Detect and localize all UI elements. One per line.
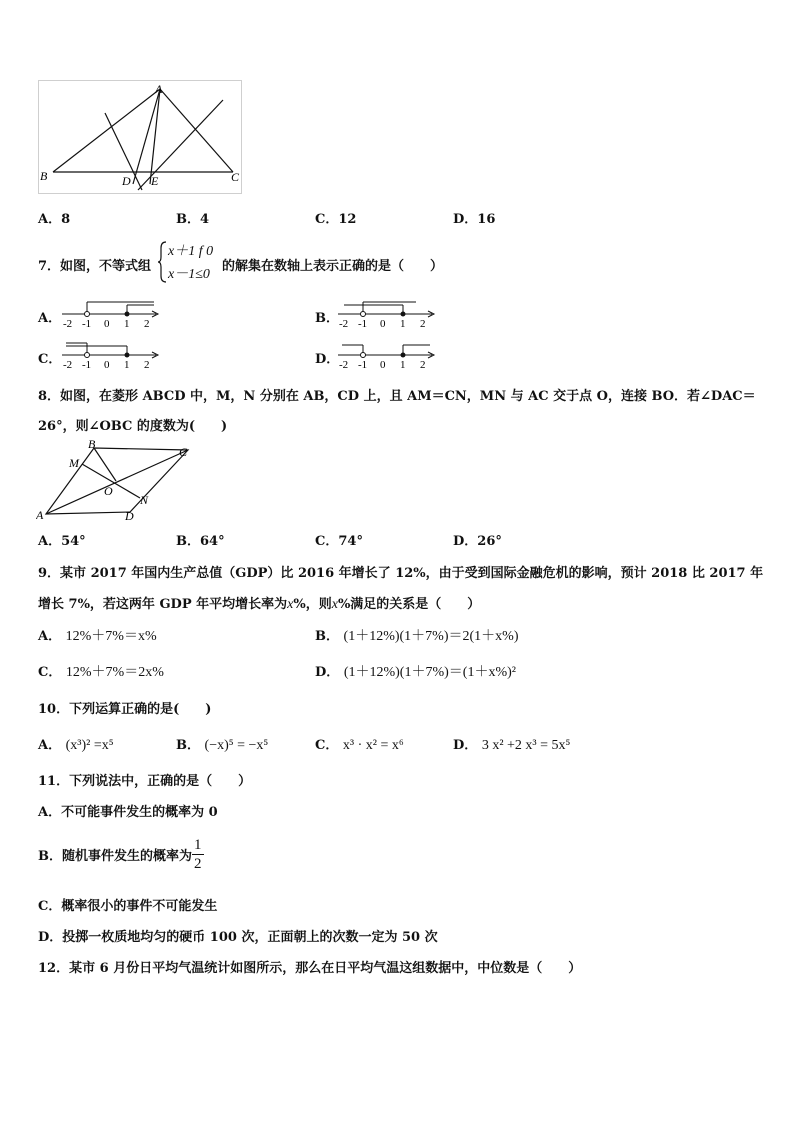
q7-option-c-label[interactable]: C． bbox=[38, 352, 62, 367]
option-label: A． bbox=[38, 534, 62, 549]
q10-stem: 10．下列运算正确的是( ) bbox=[38, 702, 212, 717]
option-text: B．随机事件发生的概率为 bbox=[38, 848, 192, 864]
point-label-n: N bbox=[140, 493, 149, 507]
option-value: 4 bbox=[200, 212, 210, 227]
option-value: 74° bbox=[338, 534, 363, 549]
option-label: A． bbox=[38, 212, 62, 227]
tick-label: -1 bbox=[358, 359, 368, 371]
q10-option-c[interactable] bbox=[315, 734, 404, 754]
tick-label: -1 bbox=[358, 318, 368, 330]
option-label: B． bbox=[176, 534, 200, 549]
option-value: 26° bbox=[477, 534, 502, 549]
q11-option-c[interactable]: C．概率很小的事件不可能发生 bbox=[38, 899, 218, 914]
option-expression: x³ · x² = x⁶ bbox=[342, 738, 404, 753]
triangle-figure bbox=[38, 80, 243, 195]
tick-label: -2 bbox=[339, 318, 349, 330]
tick-label: -2 bbox=[339, 359, 349, 371]
tick-label: 1 bbox=[400, 359, 406, 371]
option-expression: 12%＋7%＝x% bbox=[65, 629, 157, 644]
q7-option-a-label[interactable]: A． bbox=[38, 311, 62, 326]
q7-option-a-numberline[interactable] bbox=[60, 297, 160, 331]
point-label-m: M bbox=[69, 456, 79, 470]
option-label: A． bbox=[38, 629, 62, 644]
q7-inequality-1: x＋1 f 0 bbox=[168, 244, 214, 259]
stem-text: %满足的关系是（ ） bbox=[337, 597, 481, 612]
vertex-label-c: C bbox=[231, 170, 240, 184]
point-label-e: E bbox=[151, 174, 159, 188]
numerator: 1 bbox=[194, 836, 202, 853]
stem-text: %，则 bbox=[293, 597, 332, 612]
tick-label: 0 bbox=[380, 318, 386, 330]
option-expression: 12%＋7%＝2x% bbox=[65, 665, 164, 680]
tick-label: 1 bbox=[124, 359, 130, 371]
q6-option-b[interactable] bbox=[176, 208, 209, 227]
q10-option-a[interactable] bbox=[38, 734, 114, 754]
tick-label: 1 bbox=[124, 318, 130, 330]
option-value: 64° bbox=[200, 534, 225, 549]
stem-text: 增长 7%，若这两年 GDP 年平均增长率为 bbox=[38, 597, 288, 612]
tick-label: 2 bbox=[144, 359, 150, 371]
option-label: D． bbox=[453, 534, 478, 549]
option-label: B． bbox=[315, 629, 339, 644]
brace-icon bbox=[158, 240, 168, 284]
tick-label: 0 bbox=[104, 359, 110, 371]
q10-option-d[interactable] bbox=[453, 734, 570, 754]
q6-option-d[interactable] bbox=[453, 208, 495, 227]
option-expression: (−x)⁵ = −x⁵ bbox=[204, 738, 269, 753]
option-label: D． bbox=[315, 665, 340, 680]
q6-option-c[interactable] bbox=[315, 208, 356, 227]
q8-stem-line1: 8．如图，在菱形 ABCD 中，M，N 分别在 AB，CD 上，且 AM＝CN，MN 与 AC 交于点 O，连接 BO．若∠DAC＝ bbox=[38, 389, 756, 404]
q8-option-a[interactable] bbox=[38, 530, 86, 549]
option-label: C． bbox=[38, 665, 62, 680]
variable-x: x bbox=[331, 597, 338, 612]
fraction-one-half bbox=[192, 836, 204, 873]
option-value: 54° bbox=[61, 534, 86, 549]
option-value: 12 bbox=[338, 212, 357, 227]
option-expression: 3 x² +2 x³ = 5x⁵ bbox=[481, 738, 571, 753]
point-label-d: D bbox=[122, 174, 131, 188]
option-label: C． bbox=[315, 534, 339, 549]
option-label: D． bbox=[453, 738, 478, 753]
tick-label: 0 bbox=[380, 359, 386, 371]
option-value: 8 bbox=[61, 212, 71, 227]
q11-option-d[interactable]: D．投掷一枚质地均匀的硬币 100 次，正面朝上的次数一定为 50 次 bbox=[38, 930, 438, 945]
tick-label: -2 bbox=[63, 318, 73, 330]
option-value: 16 bbox=[477, 212, 496, 227]
vertex-label-d: D bbox=[125, 509, 134, 523]
rhombus-figure bbox=[36, 436, 196, 524]
tick-label: -2 bbox=[63, 359, 73, 371]
point-label-o: O bbox=[104, 484, 113, 498]
option-label: B． bbox=[176, 212, 200, 227]
option-expression: (1＋12%)(1＋7%)＝2(1＋x%) bbox=[343, 629, 519, 644]
q12-stem: 12．某市 6 月份日平均气温统计如图所示，那么在日平均气温这组数据中，中位数是（ ） bbox=[38, 961, 582, 976]
q7-option-b-numberline[interactable] bbox=[336, 297, 436, 331]
option-label: C． bbox=[315, 212, 339, 227]
q6-option-a[interactable] bbox=[38, 208, 70, 227]
q11-option-a[interactable]: A．不可能事件发生的概率为 0 bbox=[38, 805, 218, 820]
tick-label: -1 bbox=[82, 359, 92, 371]
q8-stem-line2: 26°，则∠OBC 的度数为( ) bbox=[38, 419, 228, 434]
q7-option-b-label[interactable]: B． bbox=[315, 311, 339, 326]
vertex-label-b: B bbox=[88, 437, 96, 451]
q8-option-b[interactable] bbox=[176, 530, 225, 549]
q10-option-b[interactable] bbox=[176, 734, 268, 754]
q7-option-d-label[interactable]: D． bbox=[315, 352, 340, 367]
q9-option-d[interactable] bbox=[315, 661, 516, 681]
tick-label: 1 bbox=[400, 318, 406, 330]
q11-stem: 11．下列说法中，正确的是（ ） bbox=[38, 774, 252, 789]
tick-label: 2 bbox=[420, 359, 426, 371]
option-label: A． bbox=[38, 738, 62, 753]
q7-prefix: 7．如图，不等式组 bbox=[38, 259, 152, 274]
option-label: D． bbox=[453, 212, 478, 227]
q11-option-b[interactable] bbox=[38, 834, 204, 874]
q9-option-b[interactable] bbox=[315, 625, 519, 645]
q7-option-c-numberline[interactable] bbox=[60, 338, 160, 372]
q9-option-c[interactable] bbox=[38, 661, 164, 681]
variable-x: x bbox=[287, 597, 294, 612]
tick-label: 0 bbox=[104, 318, 110, 330]
option-label: C． bbox=[315, 738, 339, 753]
q9-stem-line2 bbox=[38, 593, 480, 613]
vertex-label-a: A bbox=[36, 508, 44, 522]
tick-label: -1 bbox=[82, 318, 92, 330]
q8-option-c[interactable] bbox=[315, 530, 363, 549]
vertex-label-a: A bbox=[155, 82, 163, 96]
q7-suffix: 的解集在数轴上表示正确的是（ ） bbox=[222, 259, 444, 274]
q9-stem-line1: 9．某市 2017 年国内生产总值（GDP）比 2016 年增长了 12%，由于受到国际金融危机的影响，预计 2018 比 2017 年 bbox=[38, 566, 764, 581]
q7-option-d-numberline[interactable] bbox=[336, 338, 436, 372]
q7-inequality-2: x－1≤0 bbox=[168, 267, 210, 282]
q8-option-d[interactable] bbox=[453, 530, 502, 549]
tick-label: 2 bbox=[420, 318, 426, 330]
vertex-label-b: B bbox=[40, 169, 48, 183]
vertex-label-c: C bbox=[179, 445, 188, 459]
q9-option-a[interactable] bbox=[38, 625, 157, 645]
option-expression: (1＋12%)(1＋7%)＝(1＋x%)² bbox=[343, 665, 516, 680]
denominator: 2 bbox=[194, 855, 202, 872]
option-expression: (x³)² =x⁵ bbox=[65, 738, 114, 753]
option-label: B． bbox=[176, 738, 200, 753]
tick-label: 2 bbox=[144, 318, 150, 330]
